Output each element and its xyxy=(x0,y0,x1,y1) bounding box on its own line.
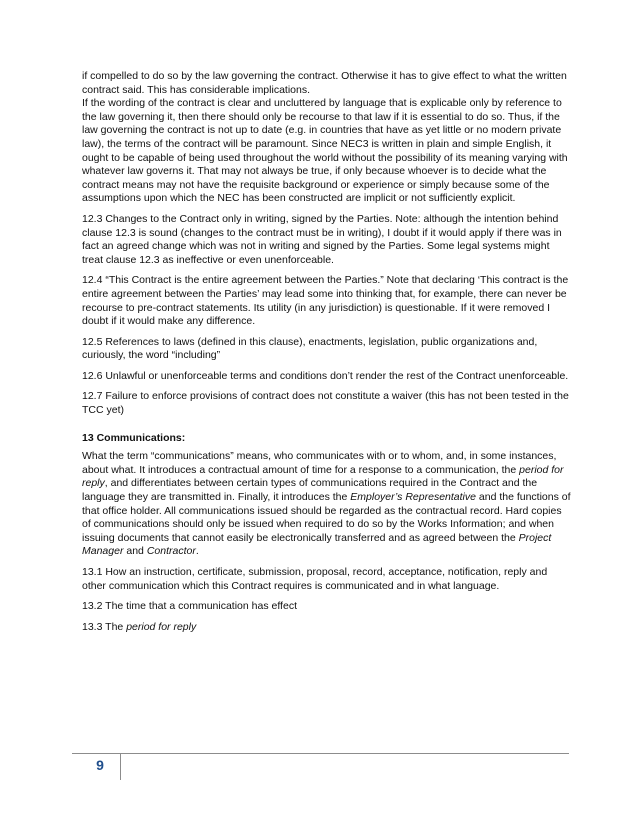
section-heading-communications: 13 Communications: xyxy=(82,431,186,444)
paragraph-communications-intro xyxy=(82,450,572,559)
paragraph-clause-12-3: 12.3 Changes to the Contract only in writing, signed by the Parties. Note: although the intention behind clause 12.3 is sound (changes to the contract must be in writing), I doubt if it would apply if there was in fact an agreed change which was not in writing and signed by the Parties. Some legal systems might treat clause 12.3 as ineffective or even unenforceable. xyxy=(82,212,562,266)
paragraph-clause-13-2: 13.2 The time that a communication has effect xyxy=(82,600,297,613)
body-text xyxy=(82,70,572,641)
paragraph-clause-13-3 xyxy=(82,621,572,635)
paragraph-governing-law: If the wording of the contract is clear and uncluttered by language that is explicable only by reference to the law governing it, then there should only be recourse to that law if it is essential to do so. Thus, if the law governing the contract is not up to date (e.g. in countries that have as yet little or no modern private law), the terms of the contract will be paramount. Since NEC3 is written in plain and simple English, it ought to be capable of being used throughout the world without the possibility of its meaning varying with whatever law governs it. That may not always be true, if only because whoever is to decide what the contract means may not have the requisite background or experience or simply because some of the assumptions upon which the NEC has been constructed are implicit or not sufficiently explicit. xyxy=(82,97,568,205)
paragraph-clause-12-7: 12.7 Failure to enforce provisions of contract does not constitute a waiver (this has not been tested in the TCC yet) xyxy=(82,390,569,417)
italic-term: Contractor xyxy=(146,545,196,558)
italic-term: period for reply xyxy=(82,463,564,490)
footer-vertical-divider xyxy=(120,754,121,780)
text-run: 13.3 The xyxy=(82,620,127,633)
text-run: , and differentiates between certain types of communications required in the Contract and the language they are transmitted in. Finally, it introduces the xyxy=(82,477,538,504)
paragraph-continuation: if compelled to do so by the law governing the contract. Otherwise it has to give effect to what the written contract said. This has considerable implications. xyxy=(82,70,567,96)
italic-term: period for reply xyxy=(126,620,197,633)
paragraph-clause-12-4: 12.4 “This Contract is the entire agreement between the Parties.” Note that declaring ‘This contract is the entire agreement between the Parties’ may lead some into thinking that, for example, there can never be recourse to pre-contract statements. Its utility (in any jurisdiction) is questionable. If it were removed I doubt if it would make any difference. xyxy=(82,274,569,328)
text-run: . xyxy=(195,545,199,558)
footer-divider xyxy=(72,753,569,754)
paragraph-clause-13-1: 13.1 How an instruction, certificate, submission, proposal, record, acceptance, notification, reply and other communication which this Contract requires is communicated and in what language. xyxy=(82,566,548,592)
text-run: and xyxy=(123,545,147,558)
paragraph-clause-12-6: 12.6 Unlawful or unenforceable terms and conditions don’t render the rest of the Contract unenforceable. xyxy=(82,369,569,382)
italic-term: Project Manager xyxy=(82,531,552,558)
text-run: What the term “communications” means, who communicates with or to whom, and, in some instances, about what. It introduces a contractual amount of time for a response to a communication, the xyxy=(82,450,557,476)
italic-term: Employer’s Representative xyxy=(350,491,476,504)
paragraph-clause-12-5: 12.5 References to laws (defined in this clause), enactments, legislation, public organizations and, curiously, the word “including” xyxy=(82,335,538,362)
text-run: and the functions of that office holder. All communications issued should be regarded as the contractual record. Hard copies of communications should only be issued when required to do so by the Works Information; and when issuing documents that cannot easily be electronically transferred and as agreed between the xyxy=(82,491,571,544)
page-number: 9 xyxy=(96,757,104,773)
